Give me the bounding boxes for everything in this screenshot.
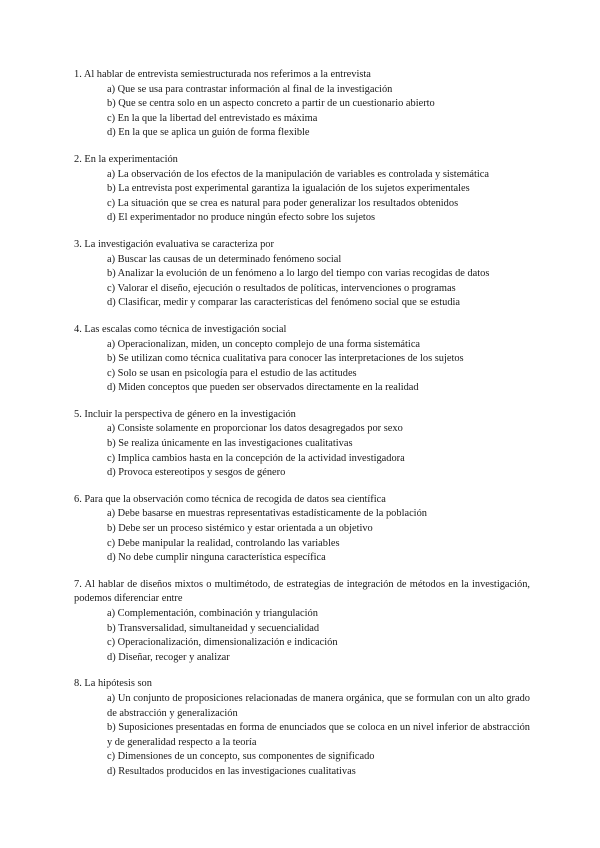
question-2 [74, 153, 530, 226]
question-text: 5. Incluir la perspectiva de género en la investigación [74, 408, 296, 420]
option-c: c) Valorar el diseño, ejecución o resultados de políticas, intervenciones o programas [107, 282, 456, 294]
question-text: 3. La investigación evaluativa se caracteriza por [74, 238, 274, 250]
option-list [74, 338, 530, 396]
option-d: d) Clasificar, medir y comparar las características del fenómeno social que se estudia [107, 297, 461, 309]
question-text: 1. Al hablar de entrevista semiestructurada nos referimos a la entrevista [74, 69, 371, 80]
option-list [74, 253, 530, 311]
option-d: d) Diseñar, recoger y analizar [107, 651, 230, 663]
question-7 [74, 578, 530, 666]
option-c: c) Dimensiones de un concepto, sus componentes de significado [107, 751, 375, 763]
option-c: c) Solo se usan en psicología para el estudio de las actitudes [107, 367, 357, 379]
option-list [74, 692, 530, 780]
option-b: b) Analizar la evolución de un fenómeno a lo largo del tiempo con varias recogidas de datos [107, 268, 490, 280]
question-text: 8. La hipótesis son [74, 678, 152, 690]
option-list [74, 507, 530, 565]
option-a: a) Un conjunto de proposiciones relacionadas de manera orgánica, que se formulan con un alto grado de abstracción y generalización [107, 692, 530, 719]
option-a: a) Buscar las causas de un determinado fenómeno social [107, 253, 342, 265]
option-b: b) Debe ser un proceso sistémico y estar orientada a un objetivo [107, 523, 373, 535]
option-b: b) Transversalidad, simultaneidad y secuencialidad [107, 622, 320, 634]
question-8 [74, 677, 530, 779]
option-c: c) Debe manipular la realidad, controlando las variables [107, 537, 340, 549]
option-c: c) Implica cambios hasta en la concepción de la actividad investigadora [107, 452, 405, 464]
option-list [74, 607, 530, 665]
option-d: d) El experimentador no produce ningún efecto sobre los sujetos [107, 212, 376, 224]
option-a: a) Que se usa para contrastar información al final de la investigación [107, 83, 393, 95]
question-5 [74, 408, 530, 481]
option-c: c) En la que la libertad del entrevistado es máxima [107, 112, 318, 124]
option-c: c) Operacionalización, dimensionalización e indicación [107, 637, 338, 649]
option-d: d) No debe cumplir ninguna característica específica [107, 552, 326, 564]
option-a: a) Debe basarse en muestras representativas estadísticamente de la población [107, 508, 427, 520]
question-text: 7. Al hablar de diseños mixtos o multimétodo, de estrategias de integración de métodos en la investigación, podemos diferenciar entre [74, 578, 530, 605]
question-text: 4. Las escalas como técnica de investigación social [74, 323, 287, 335]
option-b: b) Se realiza únicamente en las investigaciones cualitativas [107, 438, 353, 450]
question-6 [74, 493, 530, 566]
option-a: a) Consiste solamente en proporcionar los datos desagregados por sexo [107, 423, 403, 435]
option-b: b) Se utilizan como técnica cualitativa para conocer las interpretaciones de los sujetos [107, 353, 464, 365]
option-b: b) Que se centra solo en un aspecto concreto a partir de un cuestionario abierto [107, 98, 435, 110]
option-d: d) En la que se aplica un guión de forma flexible [107, 127, 310, 139]
question-text: 2. En la experimentación [74, 153, 178, 165]
option-d: d) Resultados producidos en las investigaciones cualitativas [107, 765, 356, 777]
option-list [74, 422, 530, 480]
option-a: a) Complementación, combinación y triangulación [107, 608, 318, 619]
option-a: a) Operacionalizan, miden, un concepto complejo de una forma sistemática [107, 338, 421, 350]
option-d: d) Miden conceptos que pueden ser observados directamente en la realidad [107, 382, 419, 394]
question-text: 6. Para que la observación como técnica de recogida de datos sea científica [74, 493, 386, 505]
option-b: b) La entrevista post experimental garantiza la igualación de los sujetos experimentales [107, 183, 470, 195]
question-4 [74, 323, 530, 396]
question-3 [74, 238, 530, 311]
option-list [74, 83, 530, 141]
option-d: d) Provoca estereotipos y sesgos de género [107, 467, 286, 479]
option-list [74, 168, 530, 226]
option-a: a) La observación de los efectos de la manipulación de variables es controlada y sistemática [107, 168, 489, 180]
option-b: b) Suposiciones presentadas en forma de enunciados que se coloca en un nivel inferior de abstracción y de generalidad respecto a la teoría [107, 722, 530, 748]
option-c: c) La situación que se crea es natural para poder generalizar los resultados obtenidos [107, 197, 459, 209]
question-1 [74, 68, 530, 141]
